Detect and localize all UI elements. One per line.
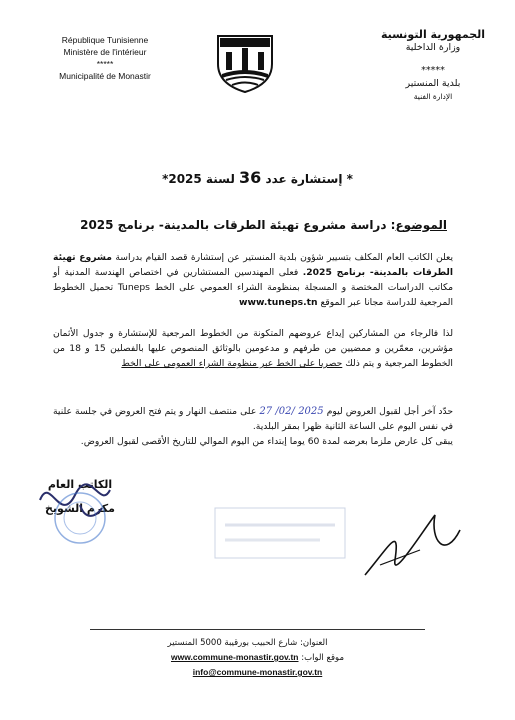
- title-prefix: * إستشارة عدد: [265, 172, 353, 186]
- footer: [0, 636, 515, 680]
- subject-line: [47, 218, 447, 232]
- footer-divider: [90, 629, 425, 630]
- fr-stars: *****: [96, 59, 114, 69]
- fr-municipality: Municipalité de Monastir: [59, 71, 151, 81]
- para1-intro: يعلن الكاتب العام المكلف بتسيير شؤون بلدية المنستير عن إستشارة قصد القيام بدراسة: [115, 252, 454, 263]
- right-signature-icon: [360, 505, 470, 585]
- round-stamp-icon: [52, 490, 108, 546]
- ar-ministry: وزارة الداخلية: [405, 42, 461, 53]
- ar-stars: *****: [421, 65, 445, 76]
- para2-body: لذا فالرجاء من المشاركين إيداع عروضهم المتكونة من الخطوط المرجعية للإستشارة و جدول الأثمان مؤشرين، معمّرين و ممضيين من طرفهم و مدعومين بالوثائق المنصوص عليها بالفصلين 15 و 18 من الخطوط المرجعية و يتم ذلك: [53, 328, 454, 369]
- para1-project: مشروع تهيئة الطرقات بالمدينة- برنامج 2025.: [53, 252, 453, 278]
- footer-web-row: [0, 650, 515, 665]
- ar-municipality: بلدية المنستير: [405, 78, 461, 89]
- header-french: [30, 34, 180, 82]
- ar-technical-dept: الإدارة الفنية: [413, 92, 453, 101]
- paragraph-submission: [53, 326, 453, 371]
- subject-text: : دراسة مشروع تهيئة الطرقات بالمدينة- برنامج 2025: [80, 218, 396, 232]
- para3-validity: يبقى كل عارض ملزما بعرضه لمدة 60 يوما إبتداء من اليوم الموالي للتاريخ الأقصى لقبول العروض.: [80, 436, 453, 447]
- footer-address: العنوان: شارع الحبيب بورقيبة 5000 المنستير: [167, 638, 328, 648]
- footer-web-link[interactable]: www.commune-monastir.gov.tn: [170, 652, 299, 662]
- title-suffix: لسنة 2025*: [162, 172, 235, 186]
- title-number: 36: [239, 168, 262, 187]
- faint-rectangular-stamp-icon: [210, 500, 350, 570]
- municipality-logo: [212, 30, 278, 94]
- signatory-role: الكاتب العام: [47, 478, 113, 491]
- para2-underlined: حصريا على الخط عبر منظومة الشراء العمومي على الخط: [121, 358, 343, 369]
- header-arabic: [373, 28, 493, 103]
- fr-republic: République Tunisienne: [61, 35, 149, 45]
- paragraph-deadline: [53, 404, 453, 449]
- para3-intro: حدّد آخر أجل لقبول العروض ليوم: [326, 406, 454, 417]
- paragraph-announcement: [53, 250, 453, 310]
- document-title: [0, 168, 515, 187]
- logo-emblem-icon: [212, 30, 278, 94]
- para1-body: فعلى المهندسين المستشارين في اختصاص الهندسة المدنية أو مكاتب الدراسات المختصة و المسجلة بمنظومة الشراء العمومي على الخط Tuneps تحميل الخطوط المرجعية للدراسة مجانا عبر الموقع: [53, 267, 453, 308]
- ar-republic: الجمهورية التونسية: [380, 28, 486, 41]
- para3-body: على منتصف النهار و يتم فتح العروض في جلسة علنية في نفس اليوم على الساعة الثانية ظهرا بمقر البلدية.: [53, 406, 453, 432]
- footer-web-label: موقع الواب:: [301, 653, 345, 663]
- deadline-date-handwritten: 2025 /02/ 27: [259, 406, 324, 417]
- subject-label: الموضوع: [395, 218, 447, 232]
- para1-site-link[interactable]: www.tuneps.tn: [239, 297, 318, 308]
- fr-ministry: Ministère de l'intérieur: [63, 47, 147, 57]
- signatory-name: مكرم الشويخ: [45, 502, 115, 515]
- footer-email-link[interactable]: info@commune-monastir.gov.tn: [192, 667, 323, 677]
